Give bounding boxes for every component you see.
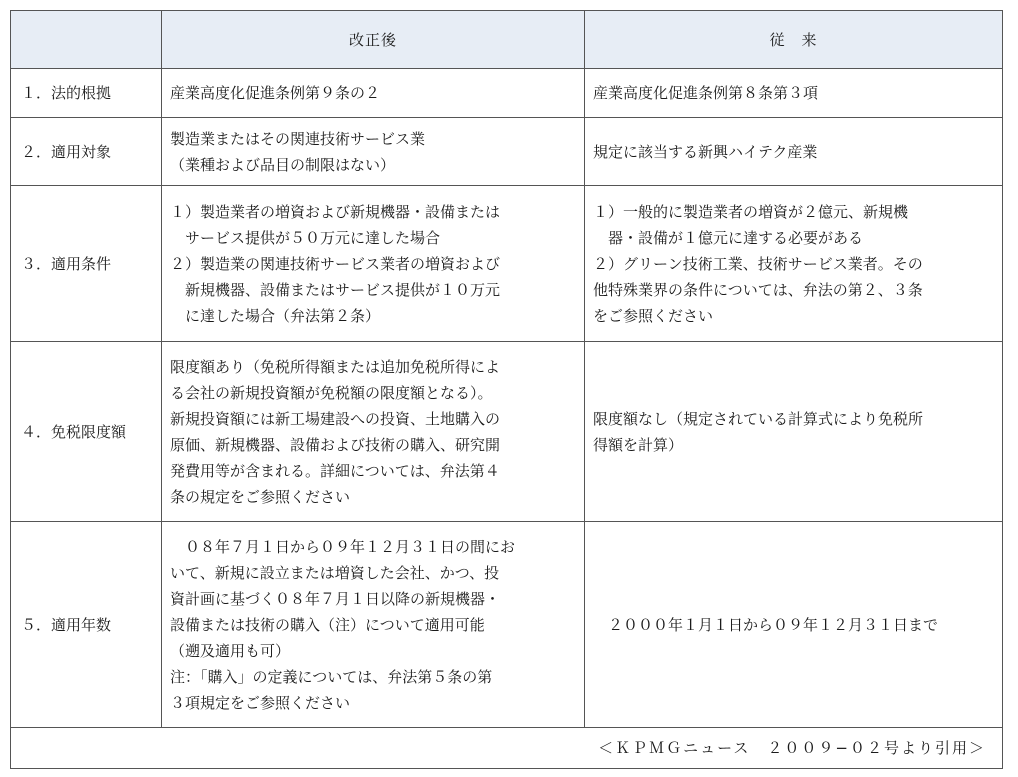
row-label: ３．適用条件 (11, 186, 162, 342)
new-text-line: に達した場合（弁法第２条） (170, 306, 381, 325)
old-text-line: 規定に該当する新興ハイテク産業 (593, 142, 818, 161)
new-cell (162, 342, 585, 522)
source-citation: ＜ＫＰＭＧニュース ２００９−０２号より引用＞ (11, 728, 1003, 769)
old-text-line: 限度額なし（規定されている計算式により免税所 (593, 409, 924, 428)
header-row (11, 11, 1003, 69)
source-row (11, 728, 1003, 769)
old-text-line: 得額を計算） (593, 435, 684, 454)
row-label: １．法的根拠 (11, 69, 162, 118)
new-text-line: いて、新規に設立または増資した会社、かつ、投 (170, 563, 500, 582)
new-text-line: 資計画に基づく０８年７月１日以降の新規機器・ (170, 589, 501, 608)
new-text-line: 新規投資額には新工場建設への投資、土地購入の (170, 409, 501, 428)
old-text-line: １）一般的に製造業者の増資が２億元、新規機 (593, 202, 909, 221)
header-blank-cell (11, 11, 162, 69)
new-text-line: （業種および品目の制限はない） (170, 155, 396, 174)
new-text-line: （遡及適用も可） (170, 641, 291, 660)
new-text-line: 発費用等が含まれる。詳細については、弁法第４ (170, 461, 500, 480)
old-cell (585, 342, 1003, 522)
old-cell (585, 522, 1003, 728)
old-text-line: ２０００年１月１日から０９年１２月３１日まで (593, 615, 939, 634)
comparison-table (10, 10, 1003, 769)
new-text-line: １）製造業者の増資および新規機器・設備または (170, 202, 501, 221)
header-new-label: 改正後 (162, 11, 585, 69)
row-label: ４．免税限度額 (11, 342, 162, 522)
new-text-line: 産業高度化促進条例第９条の２ (170, 84, 381, 102)
table-row (11, 69, 1003, 118)
new-text-line: 設備または技術の購入（注）について適用可能 (170, 615, 485, 634)
new-cell (162, 118, 585, 186)
new-cell (162, 69, 585, 118)
row-label: ２．適用対象 (11, 118, 162, 186)
new-text-line: ２）製造業の関連技術サービス業者の増資および (170, 254, 501, 273)
new-text-line: ０８年７月１日から０９年１２月３１日の間にお (170, 537, 516, 556)
table-row (11, 522, 1003, 728)
new-text-line: 限度額あり（免税所得額または追加免税所得によ (170, 357, 501, 376)
new-text-line: 原価、新規機器、設備および技術の購入、研究開 (170, 435, 501, 454)
old-text-line: をご参照ください (593, 306, 714, 325)
old-text-line: ２）グリーン技術工業、技術サービス業者。その (593, 254, 923, 273)
old-cell (585, 118, 1003, 186)
old-cell (585, 69, 1003, 118)
old-text-line: 器・設備が１億元に達する必要がある (593, 228, 864, 247)
header-old-label: 従 来 (585, 11, 1003, 69)
new-text-line: る会社の新規投資額が免税額の限度額となる）。 (170, 383, 493, 402)
new-text-line: 条の規定をご参照ください (170, 487, 351, 506)
old-text-line: 産業高度化促進条例第８条第３項 (593, 84, 819, 102)
old-text-line: 他特殊業界の条件については、弁法の第２、３条 (593, 280, 923, 299)
new-text-line: 新規機器、設備またはサービス提供が１０万元 (170, 280, 501, 299)
new-cell (162, 522, 585, 728)
comparison-table-wrapper (10, 10, 1003, 769)
table-row (11, 118, 1003, 186)
new-text-line: サービス提供が５０万元に達した場合 (170, 228, 441, 247)
table-row (11, 342, 1003, 522)
new-text-line: ３項規定をご参照ください (170, 693, 351, 712)
old-cell (585, 186, 1003, 342)
new-text-line: 注：「購入」の定義については、弁法第５条の第 (170, 667, 493, 686)
table-row (11, 186, 1003, 342)
new-text-line: 製造業またはその関連技術サービス業 (170, 129, 426, 148)
new-cell (162, 186, 585, 342)
row-label: ５．適用年数 (11, 522, 162, 728)
